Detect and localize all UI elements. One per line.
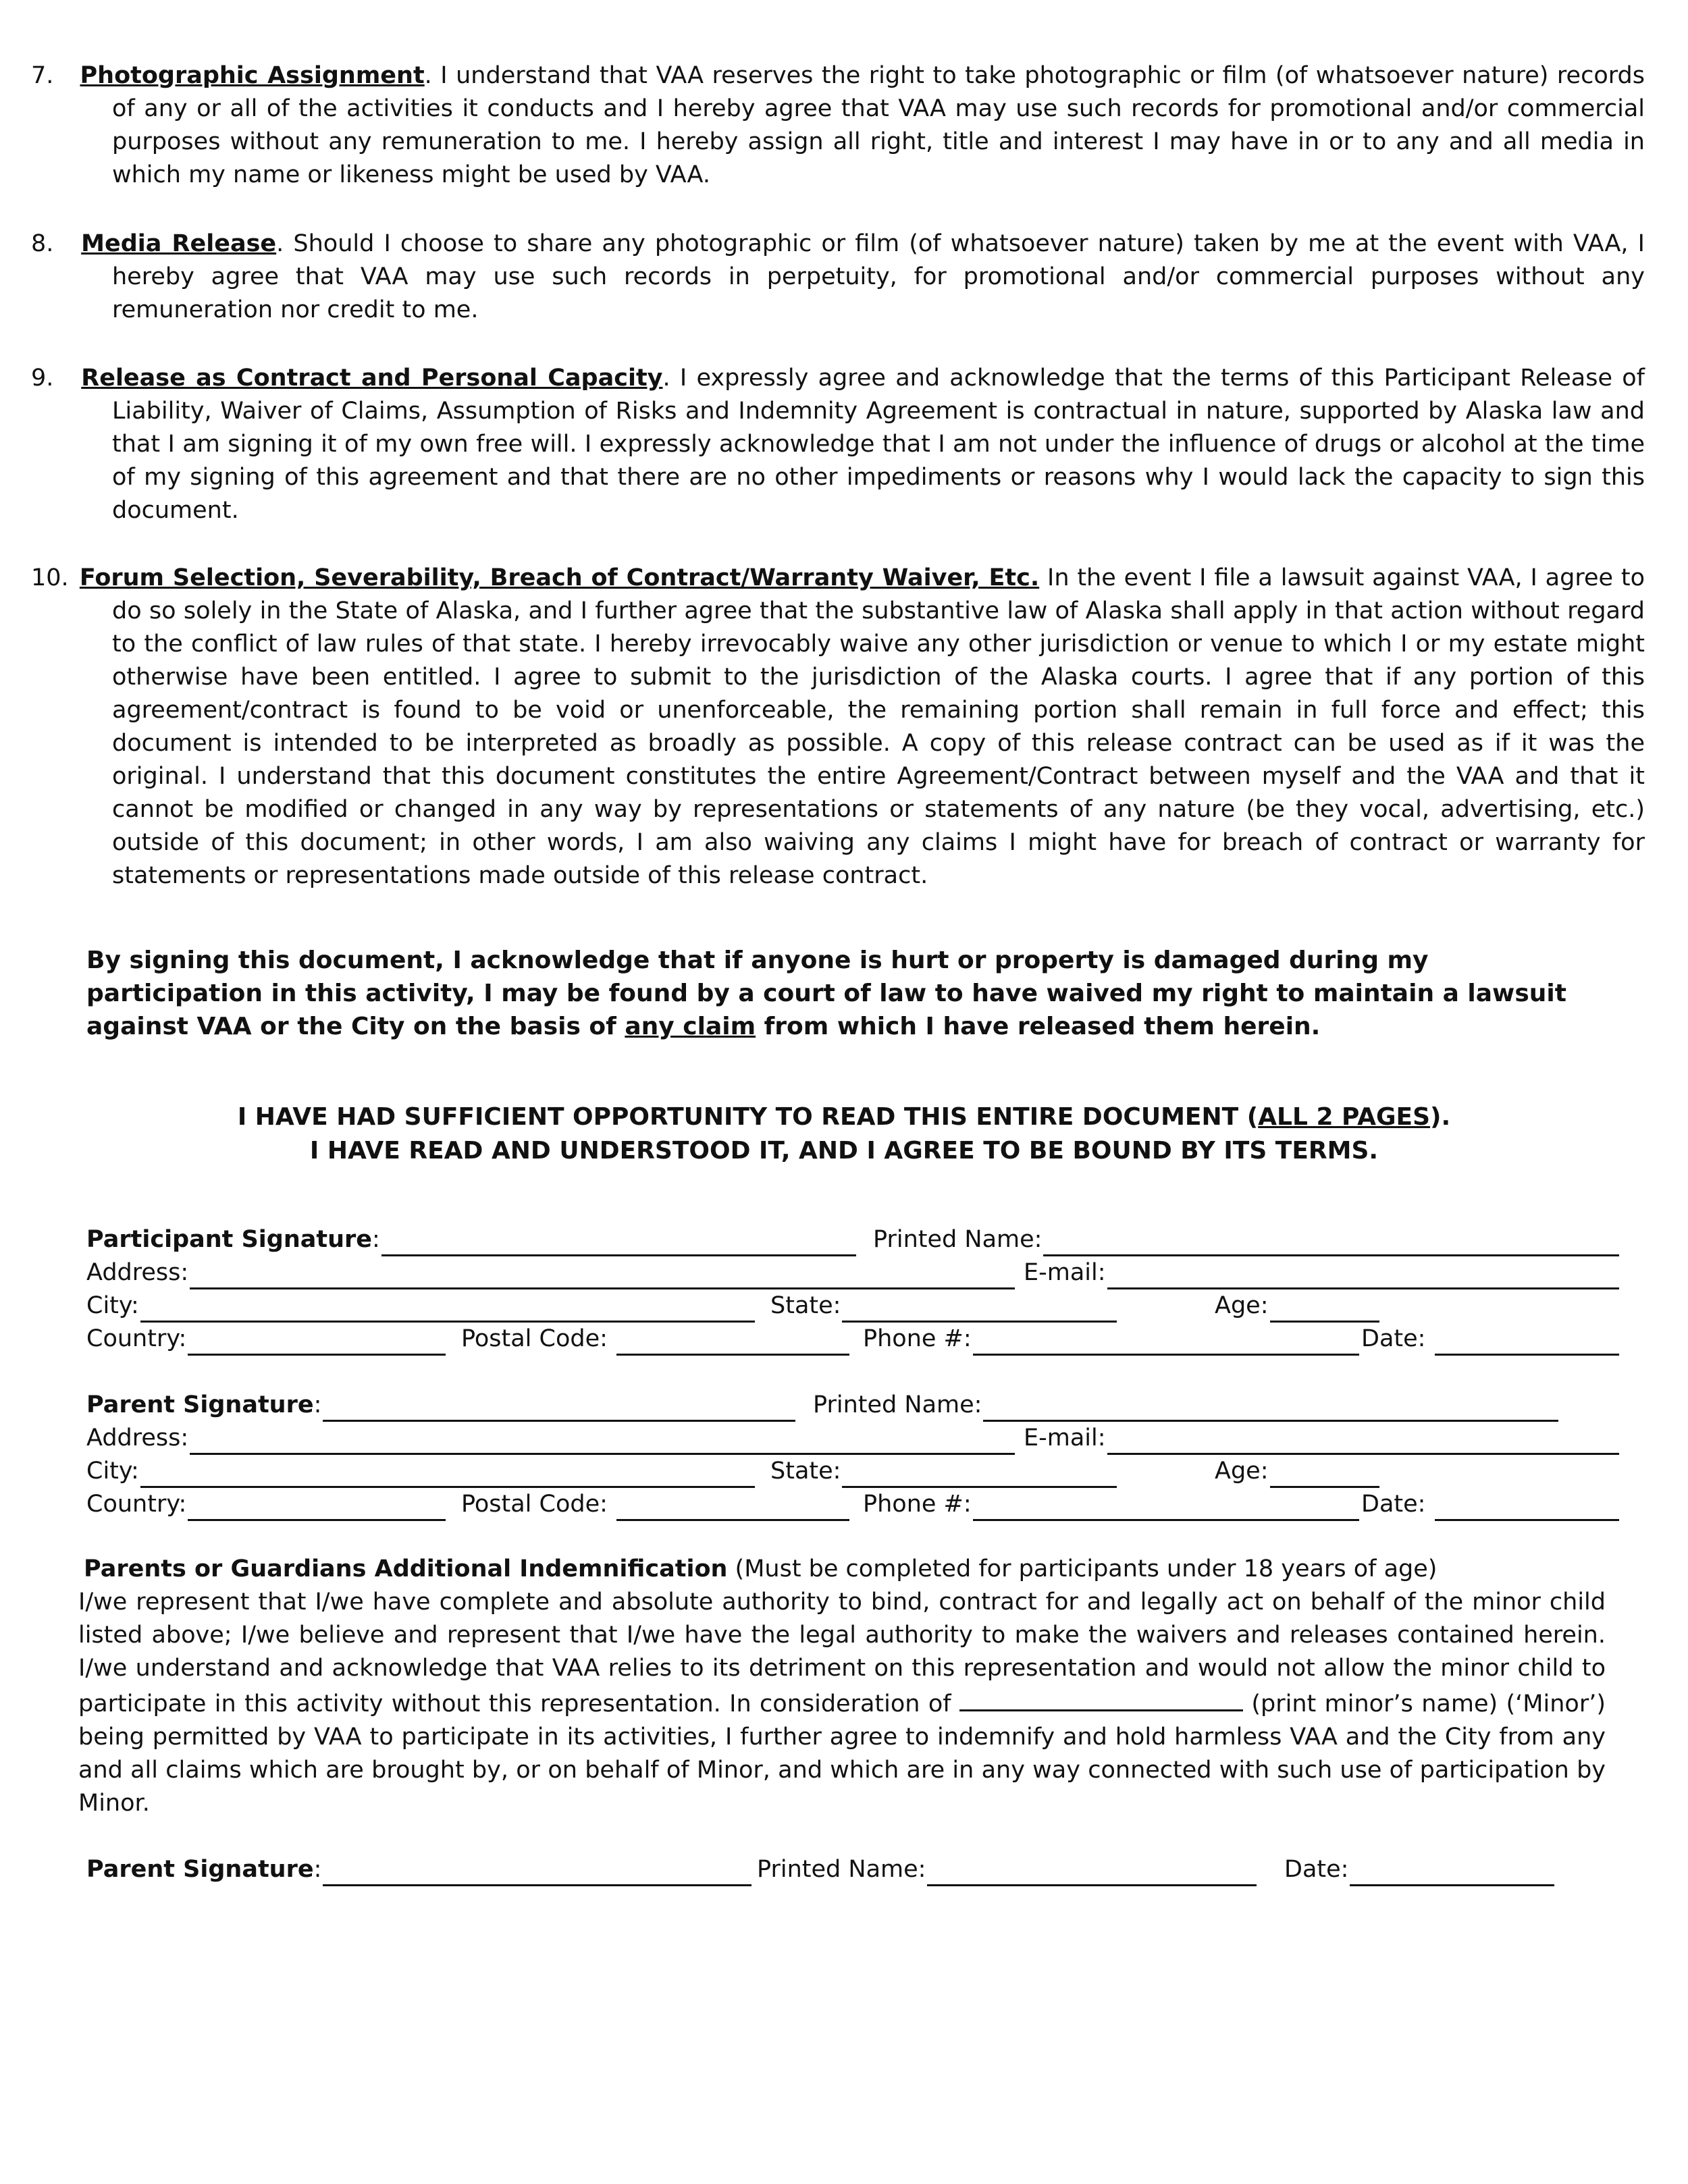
parent-country-row: [86, 1488, 1619, 1521]
parent-phone-field[interactable]: [863, 1488, 1359, 1521]
participant-email-field[interactable]: [1024, 1256, 1619, 1289]
acknowledgement-text-end: from which I have released them herein.: [756, 1013, 1321, 1040]
participant-country-row: [86, 1323, 1619, 1356]
field-label: Postal Code:: [461, 1491, 608, 1518]
parent-age-field[interactable]: [1215, 1455, 1379, 1488]
input-line[interactable]: [1435, 1492, 1619, 1521]
participant-postal-code-field[interactable]: [461, 1323, 849, 1356]
input-line[interactable]: [1107, 1260, 1619, 1289]
parent-email-field[interactable]: [1024, 1422, 1619, 1455]
clause-text: . I expressly agree and acknowledge that the terms of this Participant Release of Liability, Waiver of Claims, Assumption of Risks and Indemnity Agreement is contractual in nature, supported by Alaska law and that I am signing it of my own free will. I expressly acknowledge that I am not under the influence of drugs or alcohol at the time of my signing of this agreement and that there are no other impediments or reasons why I would lack the capacity to sign this document.: [112, 365, 1645, 524]
field-label: City:: [86, 1292, 139, 1319]
indemnification-body: [78, 1586, 1606, 1820]
acknowledgement-paragraph: [86, 944, 1606, 1043]
field-label: Parent Signature: [86, 1391, 314, 1418]
participant-signature-field[interactable]: [86, 1223, 856, 1256]
minor-name-blank[interactable]: [959, 1685, 1243, 1711]
field-label: Country:: [86, 1325, 187, 1352]
field-label: Country:: [86, 1491, 187, 1518]
field-label: Parent Signature: [86, 1856, 314, 1883]
field-label: Printed Name:: [757, 1856, 926, 1883]
parent-address-row: [86, 1422, 1619, 1455]
input-line[interactable]: [983, 1393, 1558, 1422]
final-parent-signature-field[interactable]: [86, 1853, 751, 1886]
participant-address-row: [86, 1256, 1619, 1289]
clause-heading: Media Release: [81, 230, 277, 257]
field-label: State:: [770, 1458, 841, 1485]
indemnification-heading: Parents or Guardians Additional Indemnification: [84, 1555, 728, 1582]
field-label: Postal Code:: [461, 1325, 608, 1352]
field-label: Phone #:: [863, 1325, 972, 1352]
parent-address-field[interactable]: [86, 1422, 1015, 1455]
indemnification-note: (Must be completed for participants under 18 years of age): [727, 1555, 1438, 1582]
field-label: Participant Signature: [86, 1226, 373, 1253]
final-printed-name-field[interactable]: [757, 1853, 1257, 1886]
participant-city-row: [86, 1289, 1619, 1323]
parent-city-row: [86, 1455, 1619, 1488]
input-line[interactable]: [842, 1294, 1117, 1323]
confirmation-line-1: [0, 1100, 1688, 1134]
clause-photographic-assignment: 7. Photographic Assignment. I understand that VAA reserves the right to take photographic or film (of whatsoever nature) records of any or all of the activities it conducts and I hereby agree that VAA may use such records for promotional and/or commercial purposes without any remuneration to me. I hereby assign all right, title and interest I may have in or to any and all media in which my name or likeness might be used by VAA.: [31, 62, 1645, 188]
input-line[interactable]: [973, 1492, 1359, 1521]
confirmation-text-end: ).: [1430, 1103, 1451, 1131]
field-label: Date:: [1361, 1325, 1426, 1352]
field-colon: :: [313, 1856, 322, 1883]
field-label: Date:: [1361, 1491, 1426, 1518]
parent-date-field[interactable]: [1361, 1488, 1619, 1521]
input-line[interactable]: [1270, 1459, 1380, 1488]
signature-line[interactable]: [323, 1857, 751, 1886]
field-label: State:: [770, 1292, 841, 1319]
input-line[interactable]: [842, 1459, 1117, 1488]
clause-heading: Release as Contract and Personal Capacity: [81, 365, 663, 392]
input-line[interactable]: [616, 1327, 849, 1356]
field-label: Date:: [1284, 1856, 1349, 1883]
additional-indemnification-paragraph: [78, 1553, 1606, 1820]
clause-text: . I understand that VAA reserves the right to take photographic or film (of whatsoever nature) records of any or all of the activities it conducts and I hereby agree that VAA may use such records for promotional and/or commercial purposes without any remuneration to me. I hereby assign all right, title and interest I may have in or to any and all media in which my name or likeness might be used by VAA.: [112, 62, 1645, 188]
participant-city-field[interactable]: [86, 1289, 755, 1323]
clause-text: In the event I file a lawsuit against VAA, I agree to do so solely in the State of Alaska, and I further agree that the substantive law of Alaska shall apply in that action without regard to the conflict of law rules of that state. I hereby irrevocably waive any other jurisdiction or venue to which I or my estate might otherwise have been entitled. I agree to submit to the jurisdiction of the Alaska courts. I agree that if any portion of this agreement/contract is found to be void or unenforceable, the remaining portion shall remain in full force and effect; this document is intended to be interpreted as broadly as possible. A copy of this release contract can be used as if it was the original. I understand that this document constitutes the entire Agreement/Contract between myself and the VAA and that it cannot be modified or changed in any way by representations or statements of any nature (be they vocal, advertising, etc.) outside of this document; in other words, I am also waiving any claims I might have for breach of contract or warranty for statements or representations made outside of this release contract.: [112, 564, 1645, 889]
input-line[interactable]: [616, 1492, 849, 1521]
field-colon: :: [372, 1226, 380, 1253]
confirmation-text: I HAVE HAD SUFFICIENT OPPORTUNITY TO READ THIS ENTIRE DOCUMENT (: [237, 1103, 1259, 1131]
field-label: Address:: [86, 1259, 189, 1286]
clause-release-as-contract: 9. Release as Contract and Personal Capacity. I expressly agree and acknowledge that the terms of this Participant Release of Liability, Waiver of Claims, Assumption of Risks and Indemnity Agreement is contractual in nature, supported by Alaska law and that I am signing it of my own free will. I expressly acknowledge that I am not under the influence of drugs or alcohol at the time of my signing of this agreement and that there are no other impediments or reasons why I would lack the capacity to sign this document.: [31, 365, 1645, 524]
indemnification-heading-line: [84, 1553, 1606, 1586]
field-label: E-mail:: [1024, 1259, 1106, 1286]
signature-line[interactable]: [323, 1393, 795, 1422]
participant-country-field[interactable]: [86, 1323, 446, 1356]
parent-postal-code-field[interactable]: [461, 1488, 849, 1521]
clause-heading: Photographic Assignment: [80, 62, 425, 89]
input-line[interactable]: [1107, 1426, 1619, 1455]
input-line[interactable]: [140, 1459, 755, 1488]
participant-phone-field[interactable]: [863, 1323, 1359, 1356]
input-line[interactable]: [190, 1260, 1015, 1289]
acknowledgement-text: By signing this document, I acknowledge that if anyone is hurt or property is damaged during my participation in this activity, I may be found by a court of law to have waived my right to maintain a lawsuit against VAA or the City on the basis of: [86, 947, 1566, 1040]
input-line[interactable]: [1270, 1294, 1380, 1323]
field-label: City:: [86, 1458, 139, 1485]
field-label: Address:: [86, 1424, 189, 1451]
parent-state-field[interactable]: [770, 1455, 1117, 1488]
field-label: Age:: [1215, 1292, 1269, 1319]
indemnification-text: I/we represent that I/we have complete and absolute authority to bind, contract for and legally act on behalf of the minor child listed above; I/we believe and represent that I/we have the legal authority to make the waivers and releases contained herein. I/we understand and acknowledge that VAA relies to its detriment on this representation and would not allow the minor child to participate in this activity without this representation. In consideration of: [78, 1589, 1606, 1717]
clause-heading: Forum Selection, Severability, Breach of Contract/Warranty Waiver, Etc.: [79, 564, 1040, 591]
participant-printed-name-field[interactable]: [873, 1223, 1619, 1256]
participant-address-field[interactable]: [86, 1256, 1015, 1289]
parent-city-field[interactable]: [86, 1455, 755, 1488]
participant-date-field[interactable]: [1361, 1323, 1619, 1356]
parent-country-field[interactable]: [86, 1488, 446, 1521]
input-line[interactable]: [1435, 1327, 1619, 1356]
participant-signature-row: [86, 1223, 1619, 1256]
clause-text: . Should I choose to share any photographic or film (of whatsoever nature) taken by me at the event with VAA, I hereby agree that VAA may use such records in perpetuity, for promotional and/or commercial purposes without any remuneration nor credit to me.: [112, 230, 1645, 323]
input-line[interactable]: [927, 1857, 1257, 1886]
field-label: Printed Name:: [813, 1391, 982, 1418]
indemnification-text-end: (print minor’s name) (‘Minor’) being permitted by VAA to participate in its activities, I further agree to indemnify and hold harmless VAA and the City from any and all claims which are brought by, or on behalf of Minor, and which are in any way connected with such use of participation by Minor.: [78, 1690, 1606, 1817]
input-line[interactable]: [973, 1327, 1359, 1356]
participant-age-field[interactable]: [1215, 1289, 1379, 1323]
acknowledgement-underlined: any claim: [625, 1013, 756, 1040]
input-line[interactable]: [188, 1327, 446, 1356]
signature-line[interactable]: [381, 1227, 856, 1256]
clause-media-release: 8. Media Release. Should I choose to share any photographic or film (of whatsoever nature) taken by me at the event with VAA, I hereby agree that VAA may use such records in perpetuity, for promotional and/or commercial purposes without any remuneration nor credit to me.: [31, 230, 1645, 323]
field-colon: :: [313, 1391, 322, 1418]
field-label: Printed Name:: [873, 1226, 1043, 1253]
input-line[interactable]: [1350, 1857, 1554, 1886]
field-label: Phone #:: [863, 1491, 972, 1518]
input-line[interactable]: [190, 1426, 1015, 1455]
final-parent-signature-row: [86, 1853, 1619, 1886]
input-line[interactable]: [1043, 1227, 1619, 1256]
field-label: E-mail:: [1024, 1424, 1106, 1451]
field-label: Age:: [1215, 1458, 1269, 1485]
confirmation-underlined: ALL 2 PAGES: [1258, 1103, 1431, 1131]
parent-signature-row: [86, 1389, 1619, 1422]
parent-signature-field[interactable]: [86, 1389, 795, 1422]
participant-state-field[interactable]: [770, 1289, 1117, 1323]
input-line[interactable]: [140, 1294, 755, 1323]
clause-forum-selection: 10. Forum Selection, Severability, Breach of Contract/Warranty Waiver, Etc. In the event I file a lawsuit against VAA, I agree to do so solely in the State of Alaska, and I further agree that the substantive law of Alaska shall apply in that action without regard to the conflict of law rules of that state. I hereby irrevocably waive any other jurisdiction or venue to which I or my estate might otherwise have been entitled. I agree to submit to the jurisdiction of the Alaska courts. I agree that if any portion of this agreement/contract is found to be void or unenforceable, the remaining portion shall remain in full force and effect; this document is intended to be interpreted as broadly as possible. A copy of this release contract can be used as if it was the original. I understand that this document constitutes the entire Agreement/Contract between myself and the VAA and that it cannot be modified or changed in any way by representations or statements of any nature (be they vocal, advertising, etc.) outside of this document; in other words, I am also waiving any claims I might have for breach of contract or warranty for statements or representations made outside of this release contract.: [31, 564, 1645, 889]
parent-printed-name-field[interactable]: [813, 1389, 1558, 1422]
confirmation-line-2: I HAVE READ AND UNDERSTOOD IT, AND I AGREE TO BE BOUND BY ITS TERMS.: [309, 1137, 1379, 1165]
input-line[interactable]: [188, 1492, 446, 1521]
final-date-field[interactable]: [1284, 1853, 1554, 1886]
